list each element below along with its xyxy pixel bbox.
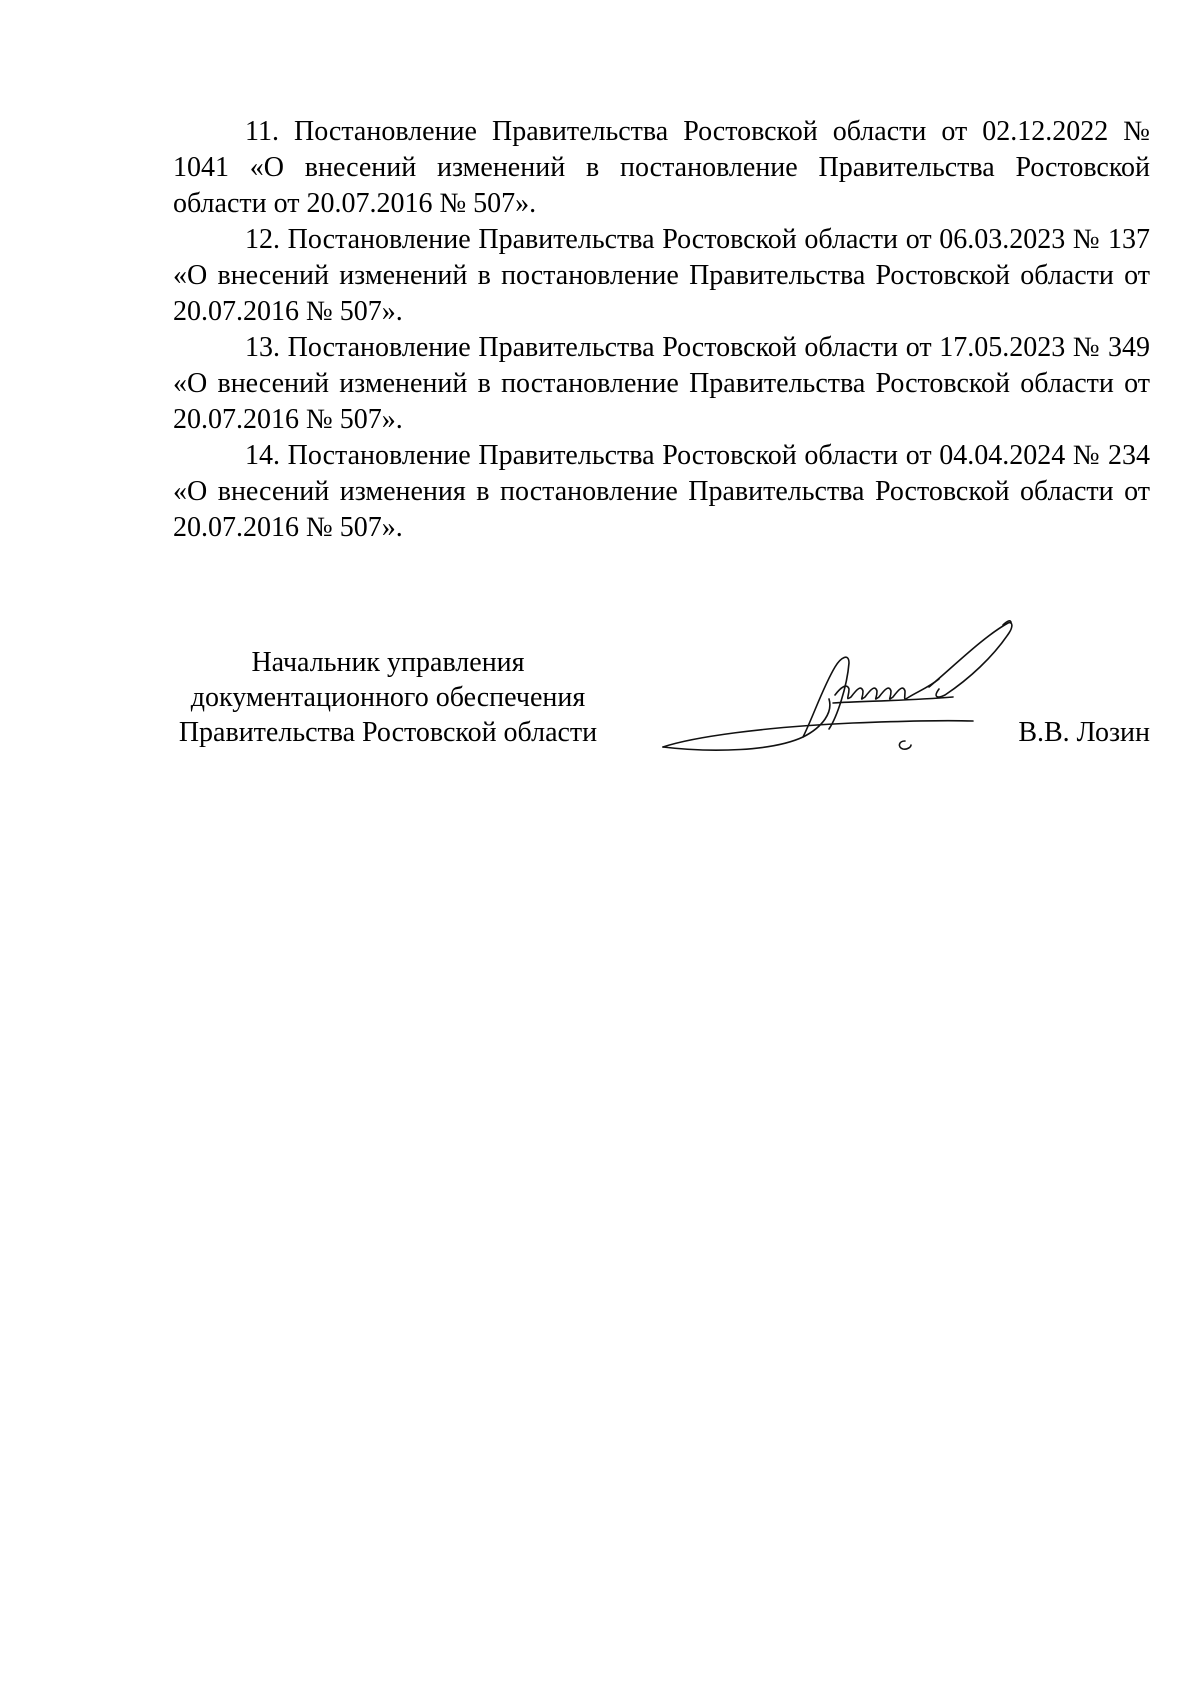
signer-position-line: Начальник управления — [251, 647, 525, 678]
list-item: 12. Постановление Правительства Ростовской области от 06.03.2023 № 137 «О внесений изменений в постановление Правительства Ростовской области от 20.07.2016 № 507». — [173, 224, 1150, 327]
regulation-list — [173, 114, 1150, 546]
list-item: 11. Постановление Правительства Ростовской области от 02.12.2022 № 1041 «О внесений изменений в постановление Правительства Ростовской области от 20.07.2016 № 507». — [173, 116, 1150, 219]
signer-position — [173, 645, 603, 750]
list-item: 13. Постановление Правительства Ростовской области от 17.05.2023 № 349 «О внесений изменений в постановление Правительства Ростовской области от 20.07.2016 № 507». — [173, 332, 1150, 435]
signer-name: В.В. Лозин — [1018, 717, 1150, 748]
signer-position-line: документационного обеспечения — [190, 682, 586, 713]
signature-block — [173, 645, 1150, 765]
signer-position-line: Правительства Ростовской области — [178, 717, 598, 748]
list-item: 14. Постановление Правительства Ростовской области от 04.04.2024 № 234 «О внесений изменения в постановление Правительства Ростовской области от 20.07.2016 № 507». — [173, 440, 1150, 543]
handwritten-signature — [653, 617, 1013, 757]
